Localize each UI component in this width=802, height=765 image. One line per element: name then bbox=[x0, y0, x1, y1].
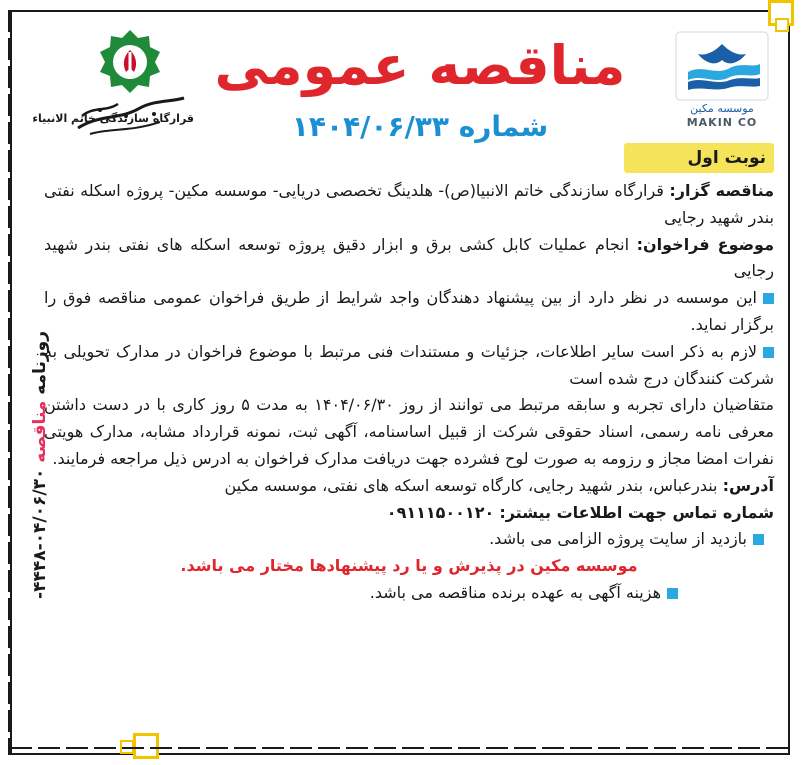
visit-paragraph bbox=[44, 526, 774, 553]
ad-body bbox=[44, 178, 774, 738]
bullet-square-icon bbox=[753, 534, 764, 545]
address-paragraph bbox=[44, 473, 774, 500]
cost-paragraph bbox=[44, 580, 774, 607]
red-notice: موسسه مکین در پذیرش و یا رد پیشنهادها مختار می باشد. bbox=[180, 556, 638, 576]
bullet-square-icon bbox=[763, 347, 774, 358]
phone-number: ۰۹۱۱۱۵۰۰۱۲۰ bbox=[386, 502, 495, 522]
subject-label: موضوع فراخوان: bbox=[636, 234, 774, 254]
subject-text: انجام عملیات کابل کشی برق و ابزار دقیق پروژه توسعه اسکله های نفتی بندر شهید رجایی bbox=[44, 234, 774, 281]
newspaper-label: روزنامه bbox=[30, 331, 50, 395]
newspaper-code: ۰۴/۰۶/۳۰-۴۴۴۸- bbox=[30, 468, 50, 599]
subject-paragraph bbox=[44, 232, 774, 286]
bullet-square-icon bbox=[667, 588, 678, 599]
cost-text: هزینه آگهی به عهده برنده مناقصه می باشد. bbox=[369, 582, 661, 602]
ad-title: مناقصه عمومی bbox=[214, 34, 626, 97]
bullet-square-icon bbox=[763, 293, 774, 304]
applicants-paragraph: متقاضیان دارای تجربه و سابقه مرتبط می توانند از روز ۱۴۰۴/۰۶/۳۰ به مدت ۵ روز کاری با در دست داشتن معرفی نامه رسمی، اسناد حقوقی شرکت از قبیل اساسنامه، آگهی ثبت، نمونه قرارداد مشابه، مدارک هویتی نفرات امضا مجاز و رزومه به صورت لوح فشرده جهت دریافت مدارک فراخوان به ادرس ذیل مراجعه فرمایند. bbox=[44, 395, 774, 468]
tenderer-label: مناقصه گزار: bbox=[669, 181, 774, 200]
makin-name-fa: موسسه مکین bbox=[690, 102, 754, 115]
phone-paragraph bbox=[44, 500, 774, 527]
makin-name-en: MAKIN CO bbox=[686, 116, 758, 129]
tenderer-paragraph bbox=[44, 178, 774, 232]
address-label: آدرس: bbox=[722, 475, 774, 495]
round-badge: نوبت اول bbox=[624, 143, 774, 173]
tenderer-text: قرارگاه سازندگی خاتم الانبیا(ص)- هلدینگ تخصصی دریایی- موسسه مکین- پروژه اسکله نفتی بندر شهید رجایی bbox=[44, 181, 774, 227]
left-dashed-border bbox=[4, 10, 14, 755]
khatam-logo-text: قرارگاه سازندگی خاتم الانبیاء bbox=[32, 112, 194, 125]
makin-waves-icon bbox=[672, 30, 772, 102]
tender-number: شماره ۱۴۰۴/۰۶/۳۳ bbox=[291, 110, 549, 143]
newspaper-brand: مناقصه bbox=[30, 400, 50, 463]
documents-paragraph bbox=[44, 339, 774, 393]
address-text: بندرعباس، بندر شهید رجایی، کارگاه توسعه اسکه های نفتی، موسسه مکین bbox=[224, 475, 718, 495]
documents-text: لازم به ذکر است سایر اطلاعات، جزئیات و مستندات فنی مرتبط با موضوع فراخوان در مدارک تحویلی به شرکت کنندگان درج شده است bbox=[44, 341, 774, 388]
bottom-dashed-border bbox=[10, 742, 790, 754]
corner-decoration-top-right-inner bbox=[775, 18, 789, 32]
phone-label: شماره تماس جهت اطلاعات بیشتر: bbox=[499, 502, 774, 522]
intent-text: این موسسه در نظر دارد از بین پیشنهاد دهندگان واجد شرایط از طریق فراخوان عمومی مناقصه فوق را برگزار نماید. bbox=[44, 288, 774, 334]
intent-paragraph bbox=[44, 285, 774, 339]
visit-text: بازدید از سایت پروژه الزامی می باشد. bbox=[489, 529, 747, 549]
